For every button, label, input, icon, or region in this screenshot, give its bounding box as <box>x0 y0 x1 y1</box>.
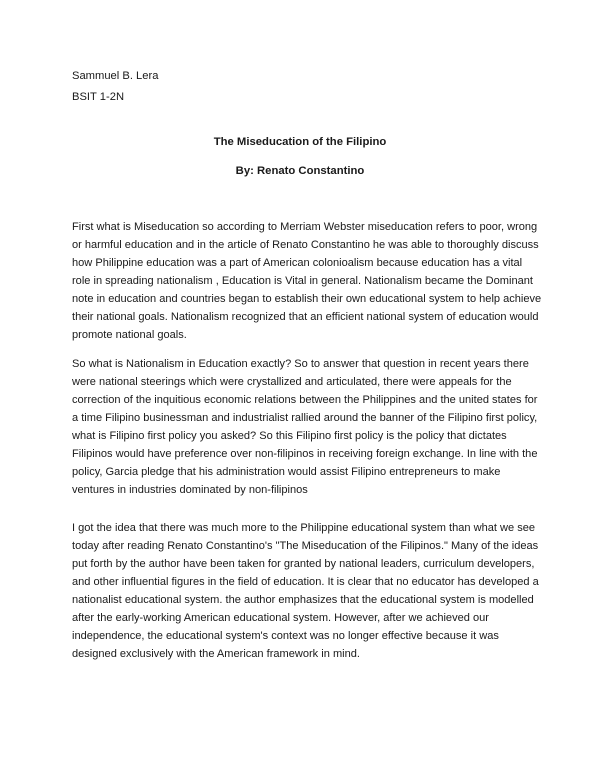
paragraph-line: So what is Nationalism in Education exactly? So to answer that question in recent years there <box>72 358 529 370</box>
paragraph-line: today after reading Renato Constantino's "The Miseducation of the Filipinos." Many of the ideas <box>72 540 539 553</box>
paragraph-line: First what is Miseducation so according to Merriam Webster miseducation refers to poor, wrong <box>72 221 538 233</box>
paragraph-line: what is Filipino first policy you asked? So this Filipino first policy is the policy that dictates <box>72 430 507 443</box>
paragraph-line: put forth by the author have been taken for granted by national leaders, curriculum developers, <box>72 558 535 571</box>
paragraph-line: how Philippine education was a part of American colonioalism because education has a vital <box>72 257 523 270</box>
author-header <box>72 66 158 108</box>
paragraph-3 <box>72 519 539 663</box>
paragraph-line: a time Filipino businessman and industrialist rallied around the banner of the Filipino first policy, <box>72 412 538 425</box>
paragraph-line: Filipinos would have preference over non-filipinos in receiving foreign exchange. In line with the <box>72 448 538 461</box>
paragraph-1 <box>72 218 541 344</box>
paragraph-line: role in spreading nationalism , Education is Vital in general. Nationalism became the Dominant <box>72 275 533 288</box>
paragraph-line: or harmful education and in the article of Renato Constantino he was able to thoroughly discuss <box>72 239 539 252</box>
document-byline: By: Renato Constantino <box>235 165 365 177</box>
paragraph-line: were national steerings which were crystallized and articulated, there were appeals for the <box>72 376 512 389</box>
paragraph-line: ventures in industries dominated by non-filipinos <box>72 484 308 497</box>
paragraph-line: designed exclusively with the American framework in mind. <box>72 648 360 661</box>
paragraph-line: note in education and countries began to establish their own educational system to help achieve <box>72 293 542 306</box>
paragraph-line: correction of the inquitious economic relations between the Philippines and the united states for <box>72 394 538 407</box>
paragraph-line: I got the idea that there was much more to the Philippine educational system than what we see <box>72 522 536 534</box>
paragraph-line: policy, Garcia pledge that his administration would assist Filipino entrepreneurs to make <box>72 466 501 479</box>
paragraph-line: nationalist educational system. the author emphasizes that the educational system is modelled <box>72 594 534 607</box>
paragraph-line: promote national goals. <box>72 329 187 342</box>
paragraph-line: and other influential figures in the field of education. It is clear that no educator has developed a <box>72 576 539 589</box>
author-name: Sammuel B. Lera <box>72 70 159 82</box>
paragraph-line: independence, the educational system's context was no longer effective because it was <box>72 630 499 643</box>
paragraph-line: their national goals. Nationalism recognized that an efficient national system of education would <box>72 311 539 324</box>
paragraph-2 <box>72 355 537 499</box>
document-title: The Miseducation of the Filipino <box>213 136 387 148</box>
paragraph-line: after the early-working American educational system. However, after we achieved our <box>72 612 489 625</box>
author-section: BSIT 1-2N <box>72 91 125 103</box>
